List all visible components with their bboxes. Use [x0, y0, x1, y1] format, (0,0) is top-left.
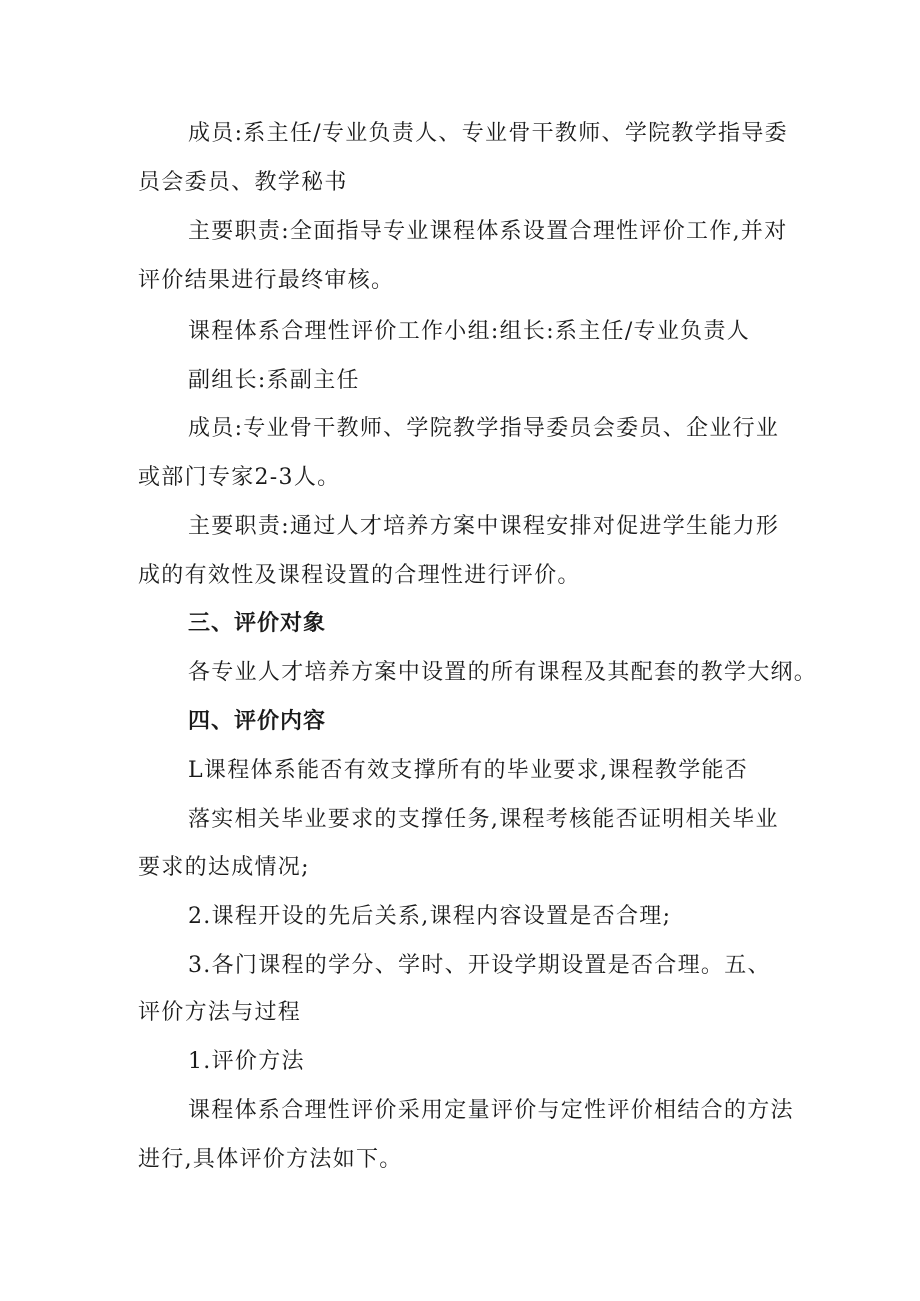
paragraph-deputy-leader: 副组长:系副主任	[188, 368, 360, 393]
paragraph-group-members-line-1: 成员:专业骨干教师、学院教学指导委员会委员、企业行业	[188, 416, 780, 441]
list-item-1-line-2: 落实相关毕业要求的支撑任务,课程考核能否证明相关毕业	[188, 807, 779, 832]
list-item-1-line-3: 要求的达成情况;	[138, 855, 310, 880]
paragraph-method-line-1: 课程体系合理性评价采用定量评价与定性评价相结合的方法	[188, 1098, 794, 1123]
section-heading-evaluation-content: 四、评价内容	[188, 709, 327, 734]
paragraph-members-line-2: 员会委员、教学秘书	[138, 170, 348, 195]
subsection-evaluation-method: 1.评价方法	[188, 1049, 305, 1074]
paragraph-group-duties-line-1: 主要职责:通过人才培养方案中课程安排对促进学生能力形	[188, 514, 780, 539]
paragraph-members-line-1: 成员:系主任/专业负责人、专业骨干教师、学院教学指导委	[188, 121, 788, 146]
paragraph-group-duties-line-2: 成的有效性及课程设置的合理性进行评价。	[138, 563, 581, 588]
paragraph-duties-line-2: 评价结果进行最终审核。	[138, 268, 395, 293]
list-item-3-line-2: 评价方法与过程	[138, 1000, 302, 1025]
paragraph-evaluation-object: 各专业人才培养方案中设置的所有课程及其配套的教学大纲。	[188, 660, 818, 685]
paragraph-method-line-2: 进行,具体评价方法如下。	[138, 1147, 403, 1172]
list-item-2: 2.课程开设的先后关系,课程内容设置是否合理;	[188, 904, 672, 929]
section-heading-evaluation-object: 三、评价对象	[188, 611, 327, 636]
list-item-1-line-1: L课程体系能否有效支撑所有的毕业要求,课程教学能否	[188, 758, 749, 783]
paragraph-working-group: 课程体系合理性评价工作小组:组长:系主任/专业负责人	[188, 319, 751, 344]
paragraph-group-members-line-2: 或部门专家2-3人。	[138, 465, 341, 490]
list-item-3-line-1: 3.各门课程的学分、学时、开设学期设置是否合理。五、	[188, 953, 771, 978]
paragraph-duties-line-1: 主要职责:全面指导专业课程体系设置合理性评价工作,并对	[188, 219, 788, 244]
